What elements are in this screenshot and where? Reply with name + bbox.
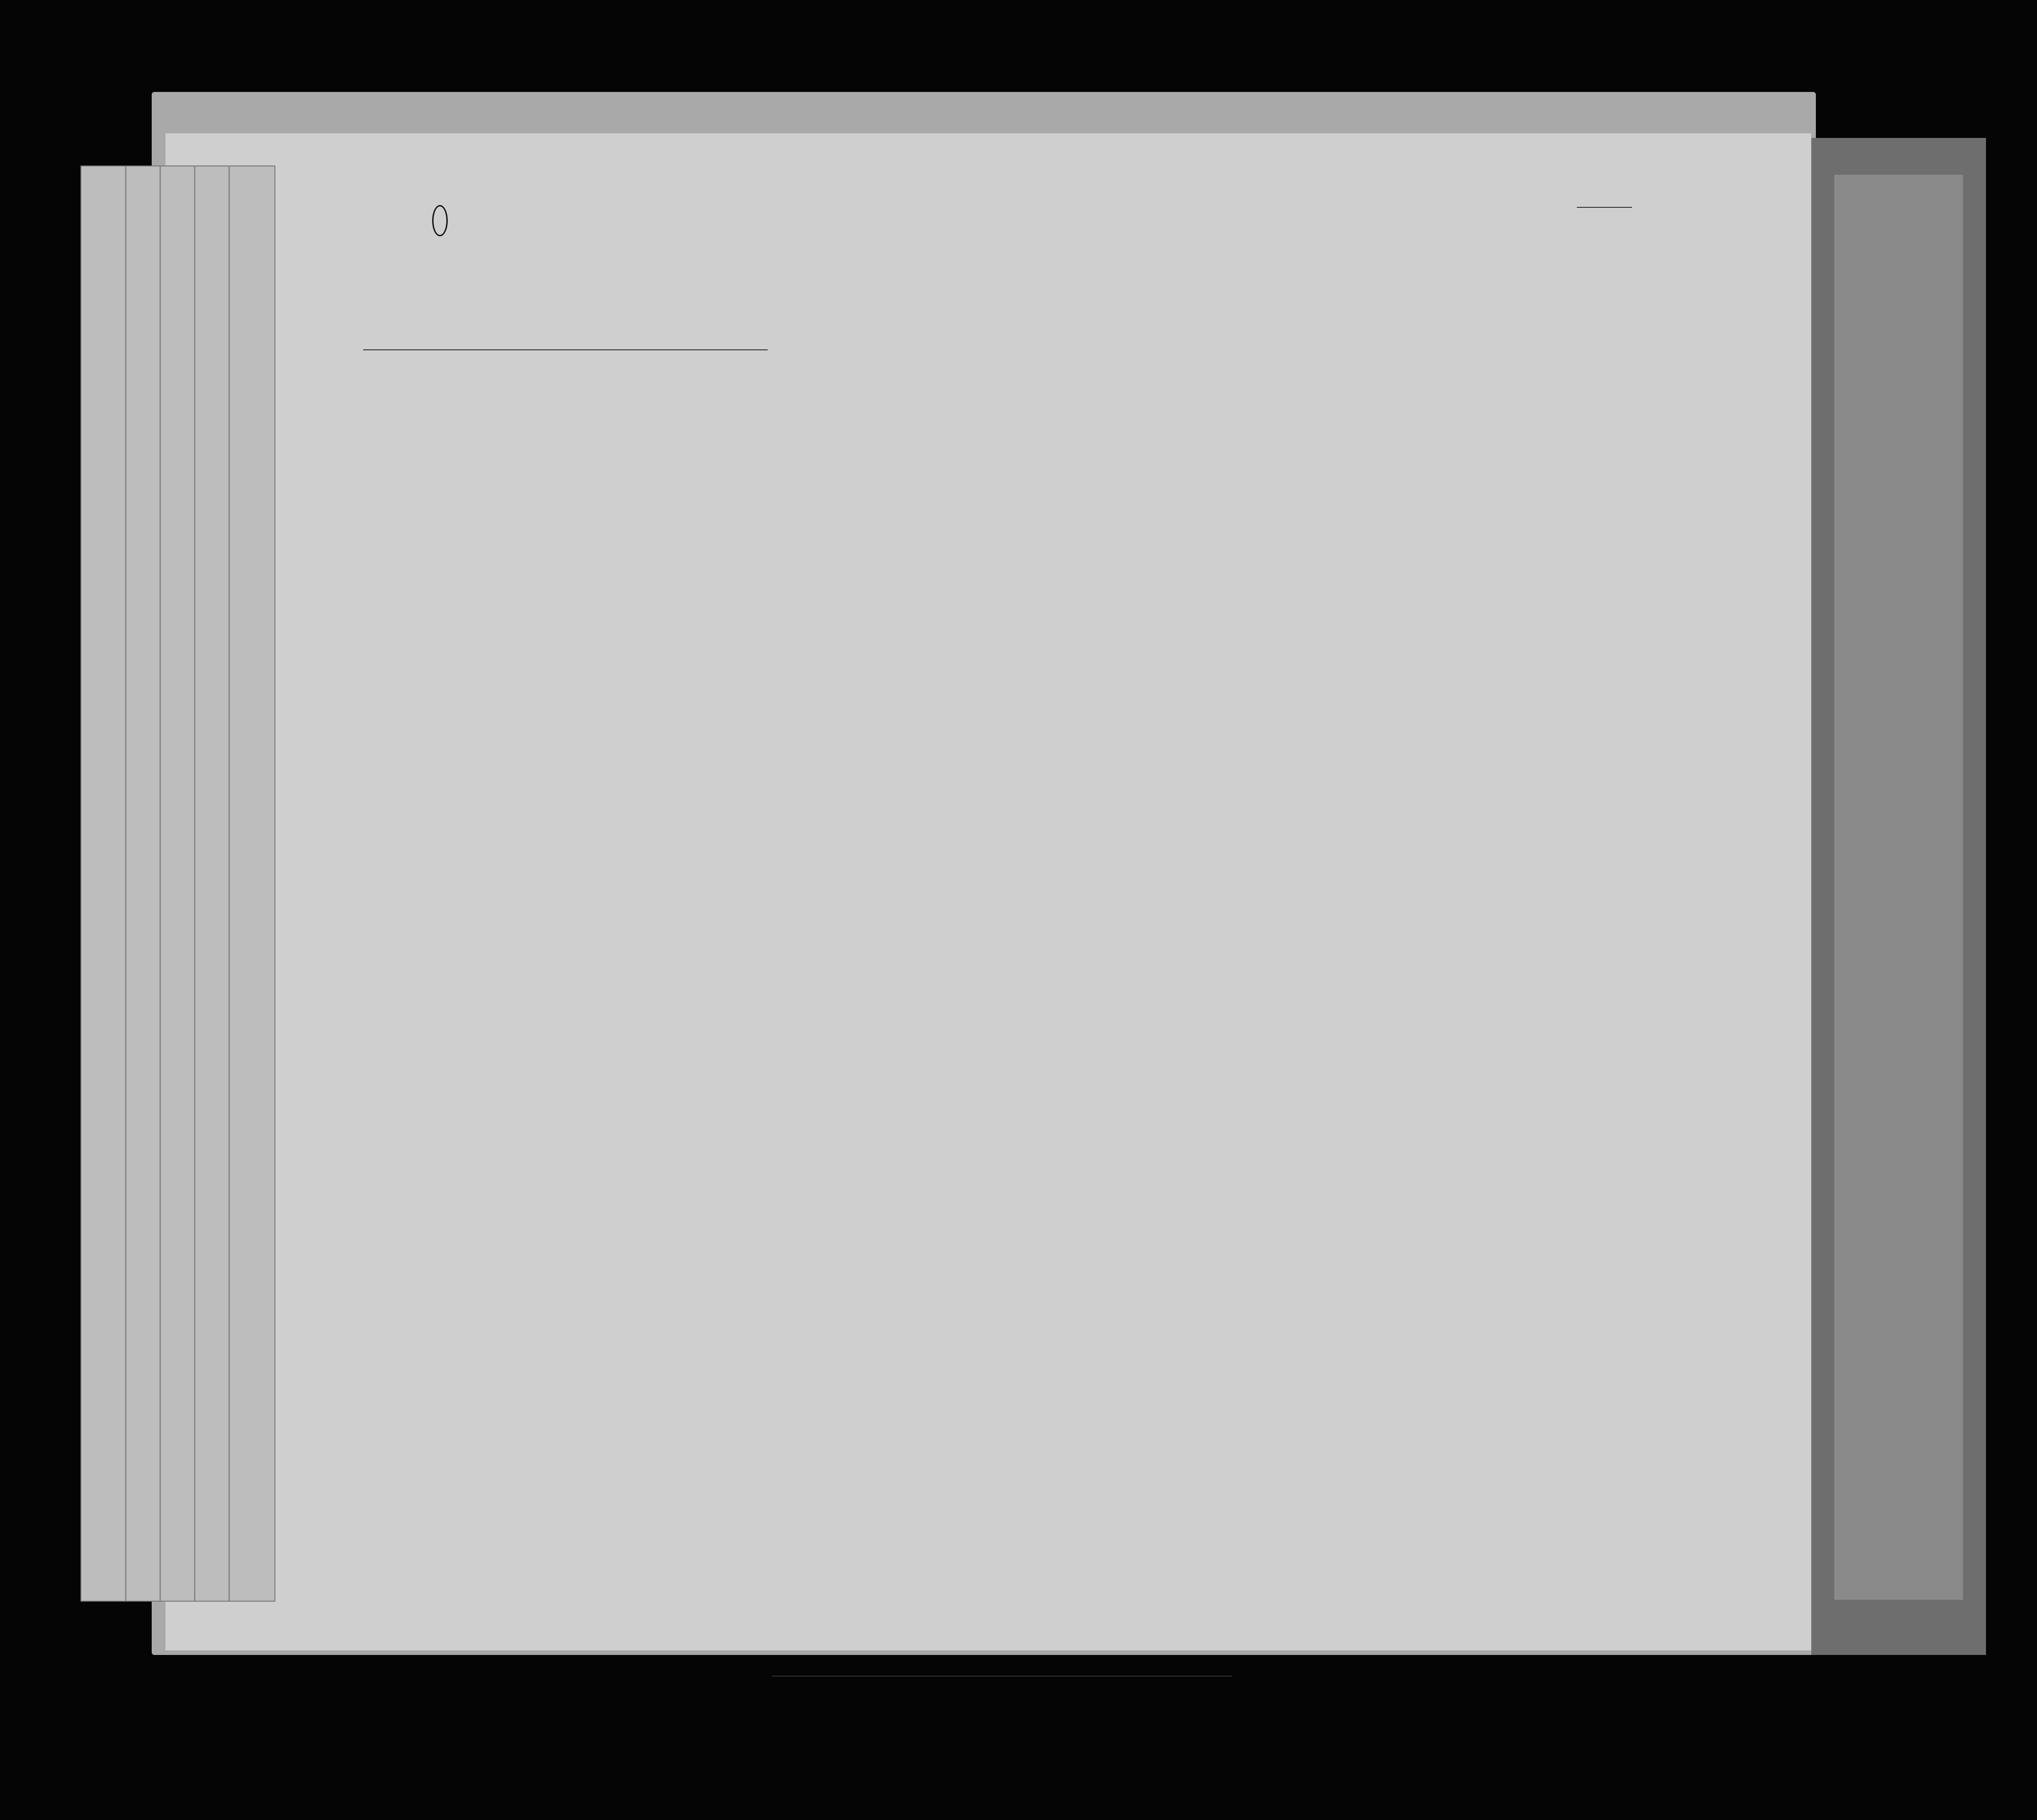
page-title <box>441 207 448 234</box>
sheet-number <box>1577 189 1632 208</box>
manifest-sheet <box>165 133 1811 1650</box>
vessel-word <box>432 205 448 236</box>
sheet-label <box>1577 189 1632 207</box>
vessel-underline <box>363 349 768 350</box>
left-slip <box>80 165 275 1602</box>
signature-line <box>772 1676 1232 1677</box>
right-board-inner <box>1834 175 1963 1600</box>
